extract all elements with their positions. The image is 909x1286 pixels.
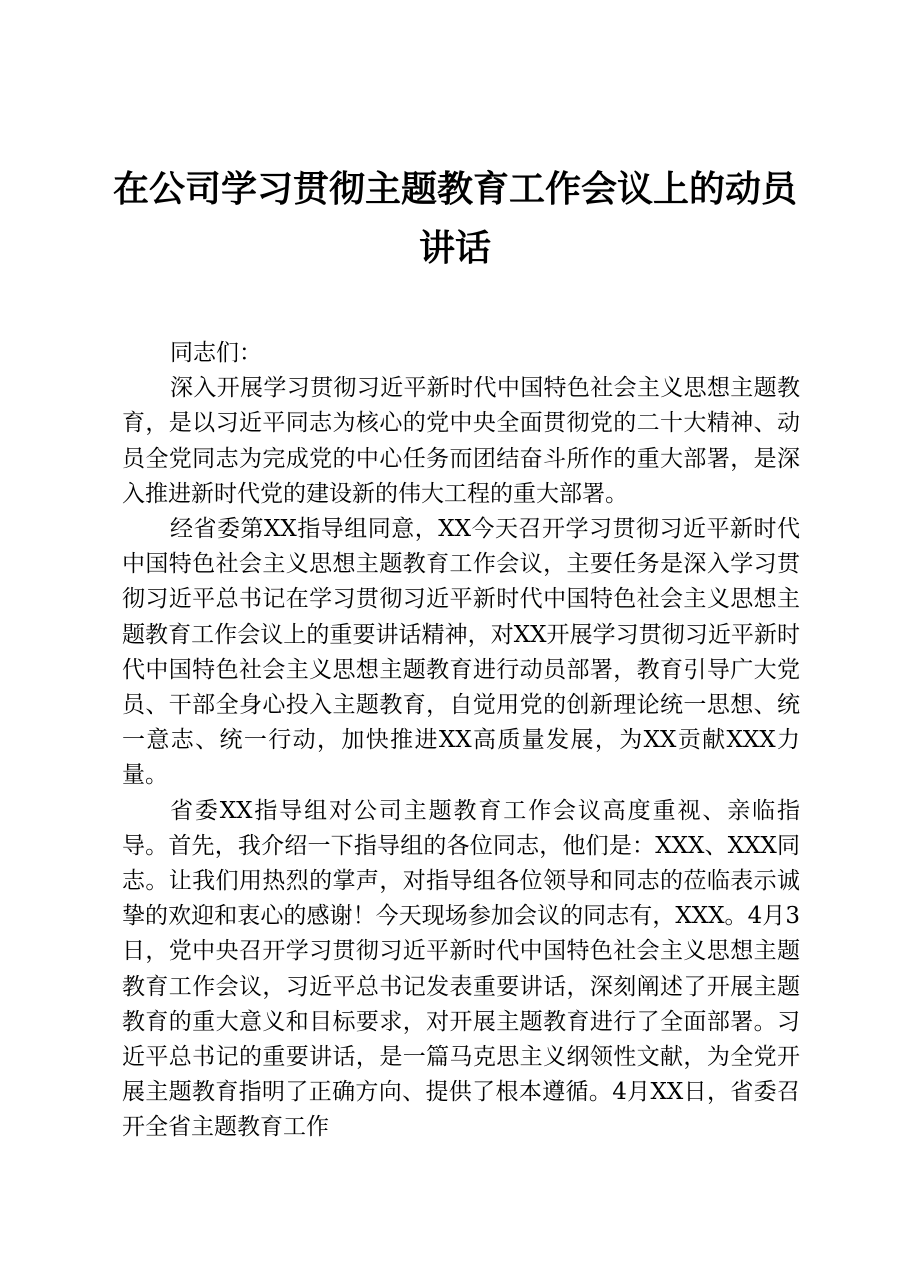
paragraph-2: 经省委第XX指导组同意，XX今天召开学习贯彻习近平新时代中国特色社会主义思想主题教育工作会议，主要任务是深入学习贯彻习近平总书记在学习贯彻习近平新时代中国特色社会主义思想主题教育工作会议上的重要讲话精神，对XX开展学习贯彻习近平新时代中国特色社会主义思想主题教育进行动员部署，教育引导广大党员、干部全身心投入主题教育，自觉用党的创新理论统一思想、统一意志、统一行动，加快推进XX高质量发展，为XX贡献XXX力量。 bbox=[122, 516, 800, 789]
paragraph-1: 深入开展学习贯彻习近平新时代中国特色社会主义思想主题教育，是以习近平同志为核心的党中央全面贯彻党的二十大精神、动员全党同志为完成党的中心任务而团结奋斗所作的重大部署，是深入推进新时代党的建设新的伟大工程的重大部署。 bbox=[122, 375, 800, 507]
salutation: 同志们： bbox=[170, 340, 262, 366]
paragraph-3: 省委XX指导组对公司主题教育工作会议高度重视、亲临指导。首先，我介绍一下指导组的各位同志，他们是：XXX、XXX同志。让我们用热烈的掌声，对指导组各位领导和同志的莅临表示诚挚的欢迎和衷心的感谢！今天现场参加会议的同志有，XXX。4月3日，党中央召开学习贯彻习近平新时代中国特色社会主义思想主题教育工作会议，习近平总书记发表重要讲话，深刻阐述了开展主题教育的重大意义和目标要求，对开展主题教育进行了全面部署。习近平总书记的重要讲话，是一篇马克思主义纲领性文献，为全党开展主题教育指明了正确方向、提供了根本遵循。4月XX日，省委召开全省主题教育工作 bbox=[122, 797, 800, 1141]
document-title: 在公司学习贯彻主题教育工作会议上的动员讲话 bbox=[112, 168, 797, 269]
document-body bbox=[122, 336, 800, 1146]
